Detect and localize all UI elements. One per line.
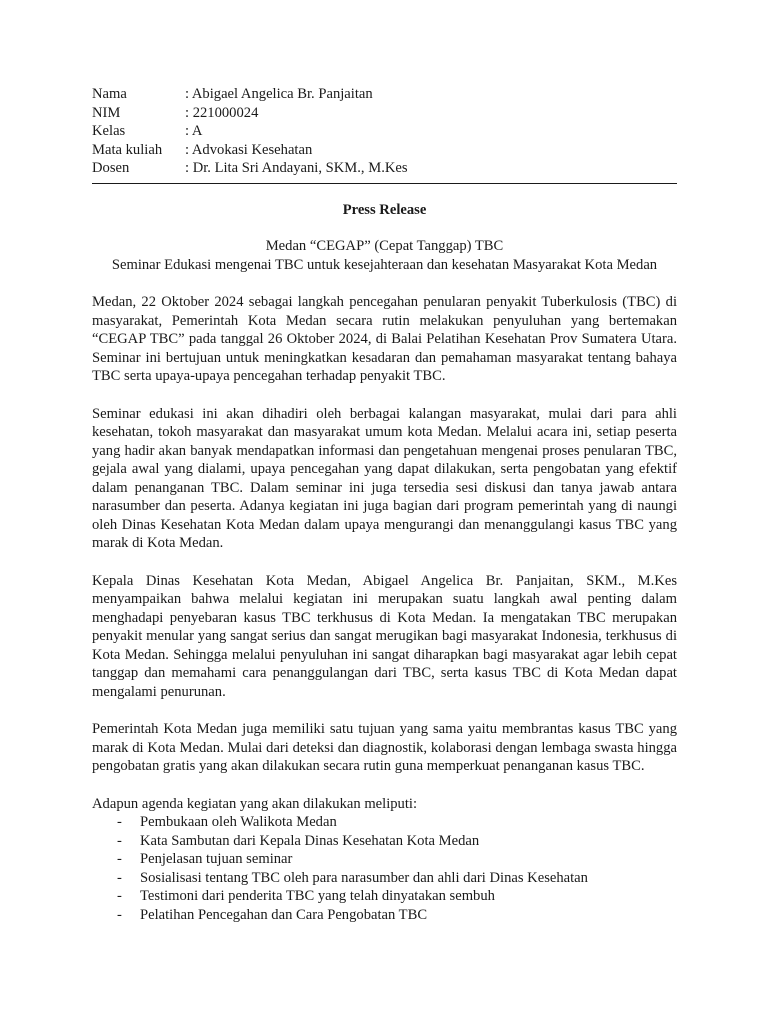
- list-item: [92, 869, 677, 888]
- list-item: [92, 850, 677, 869]
- info-key: Kelas: [92, 123, 126, 139]
- info-value: : Dr. Lita Sri Andayani, SKM., M.Kes: [185, 160, 408, 176]
- body-paragraph: Medan, 22 Oktober 2024 sebagai langkah pencegahan penularan penyakit Tuberkulosis (TBC) di masyarakat, Pemerintah Kota Medan secara rutin melakukan penyuluhan yang bertemakan “CEGAP TBC” pada tanggal 26 Oktober 2024, di Balai Pelatihan Kesehatan Prov Sumatera Utara. Seminar ini bertujuan untuk meningkatkan kesadaran dan pemahaman masyarakat tentang bahaya TBC serta upaya-upaya pencegahan terhadap penyakit TBC.: [92, 294, 677, 384]
- bullet-dash: -: [117, 851, 122, 867]
- student-info-table: [92, 85, 408, 178]
- info-value: : Abigael Angelica Br. Panjaitan: [185, 86, 373, 102]
- agenda-list: [92, 813, 677, 924]
- info-key: Nama: [92, 86, 127, 102]
- info-value: : 221000024: [185, 104, 259, 121]
- headline-subtitle: Seminar Edukasi mengenai TBC untuk kesejahteraan dan kesehatan Masyarakat Kota Medan: [111, 256, 658, 273]
- bullet-dash: -: [117, 906, 122, 923]
- bullet-dash: -: [117, 869, 122, 886]
- body-paragraph: Pemerintah Kota Medan juga memiliki satu tujuan yang sama yaitu membrantas kasus TBC yang marak di Kota Medan. Mulai dari deteksi dan diagnostik, kolaborasi dengan lembaga swasta hingga pengobatan gratis yang akan dilakukan secara rutin guna memperkuat penanganan kasus TBC.: [92, 721, 677, 774]
- info-row-nim: [92, 104, 408, 123]
- list-item: [92, 832, 677, 851]
- headline-block: [92, 237, 677, 274]
- info-row-dosen: [92, 159, 408, 178]
- bullet-dash: -: [117, 832, 122, 849]
- list-item: [92, 906, 677, 925]
- list-item: [92, 887, 677, 906]
- headline-main: Medan “CEGAP” (Cepat Tanggap) TBC: [265, 238, 504, 254]
- body-paragraph: Kepala Dinas Kesehatan Kota Medan, Abigael Angelica Br. Panjaitan, SKM., M.Kes menyampaikan bahwa melalui kegiatan ini merupakan suatu langkah awal penting dalam menghadapi penyebaran kasus TBC terkhusus di Kota Medan. Ia mengatakan TBC merupakan penyakit menular yang sangat serius dan sangat merugikan bagi masyarakat Indonesia, terkhusus di Kota Medan. Sehingga melalui penyuluhan ini sangat diharapkan bagi masyarakat agar lebih cepat tanggap dan memahami cara penanggulangan dari TBC, serta kasus TBC di Kota Medan dapat mengalami penurunan.: [92, 572, 677, 700]
- info-value: : A: [185, 123, 203, 139]
- agenda-item-label: Pembukaan oleh Walikota Medan: [140, 814, 337, 830]
- header-divider: [92, 183, 677, 184]
- document-page: [92, 85, 677, 924]
- info-key: Mata kuliah: [92, 141, 163, 158]
- press-release-title: Press Release: [342, 201, 427, 218]
- agenda-item-label: Penjelasan tujuan seminar: [140, 851, 293, 867]
- body-text: [92, 293, 677, 776]
- agenda-item-label: Kata Sambutan dari Kepala Dinas Kesehatan Kota Medan: [140, 832, 480, 849]
- info-row-kelas: [92, 122, 408, 141]
- info-row-mata-kuliah: [92, 141, 408, 160]
- body-paragraph: Seminar edukasi ini akan dihadiri oleh berbagai kalangan masyarakat, mulai dari para ahli kesehatan, tokoh masyarakat dan masyarakat umum kota Medan. Melalui acara ini, setiap peserta yang hadir akan banyak mendapatkan informasi dan pengetahuan mengenai proses penularan TBC, gejala awal yang dialami, upaya pencegahan yang dapat dilakukan, serta pengobatan yang efektif dalam penanganan TBC. Dalam seminar ini juga tersedia sesi diskusi dan tanya jawab antara narasumber dan peserta. Adanya kegiatan ini juga bagian dari program pemerintah yang di naungi oleh Dinas Kesehatan Kota Medan dalam upaya mengurangi dan menanggulangi kasus TBC yang marak di Kota Medan.: [92, 405, 677, 551]
- info-value: : Advokasi Kesehatan: [185, 141, 313, 158]
- info-row-nama: [92, 85, 408, 104]
- bullet-dash: -: [117, 888, 122, 904]
- agenda-item-label: Testimoni dari penderita TBC yang telah dinyatakan sembuh: [140, 888, 495, 904]
- agenda-item-label: Sosialisasi tentang TBC oleh para narasumber dan ahli dari Dinas Kesehatan: [140, 869, 588, 886]
- info-key: Dosen: [92, 160, 130, 176]
- list-item: [92, 813, 677, 832]
- agenda-item-label: Pelatihan Pencegahan dan Cara Pengobatan TBC: [140, 906, 428, 923]
- bullet-dash: -: [117, 814, 122, 830]
- agenda-intro: Adapun agenda kegiatan yang akan dilakukan meliputi:: [92, 795, 418, 812]
- info-key: NIM: [92, 104, 121, 121]
